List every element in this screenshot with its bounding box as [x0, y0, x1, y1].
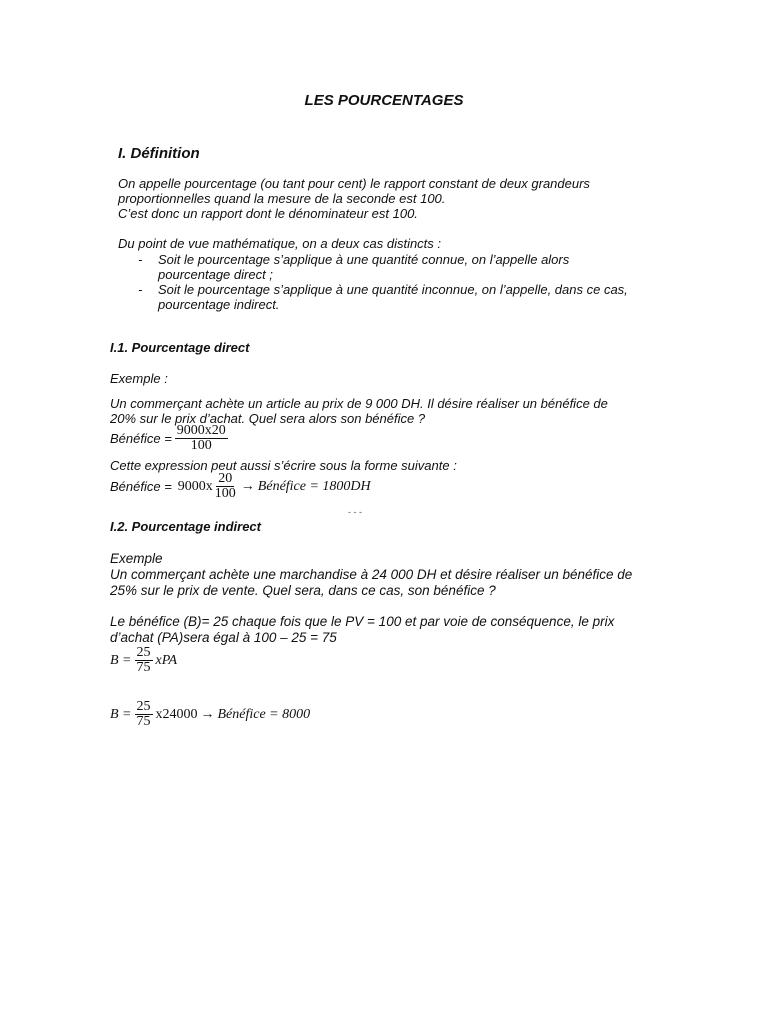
page-title: LES POURCENTAGES — [304, 92, 464, 109]
fraction-denominator: 100 — [190, 438, 212, 453]
subsection-heading-direct: I.1. Pourcentage direct — [110, 340, 250, 355]
list-item-line: Soit le pourcentage s’applique à une quantité inconnue, on l’appelle, dans ce cas, — [158, 282, 628, 297]
formula-result: Bénéfice = 1800DH — [257, 478, 371, 494]
indirect-explanation — [110, 614, 614, 646]
dots-separator: - - - — [348, 507, 362, 517]
bullet-dash: - — [138, 282, 143, 297]
list-item-line: pourcentage indirect. — [158, 297, 280, 312]
example-text — [110, 396, 608, 426]
formula-b-result — [110, 700, 310, 729]
text-line: Le bénéfice (B)= 25 chaque fois que le PV = 100 et par voie de conséquence, le prix — [110, 614, 615, 629]
subsection-heading-indirect: I.2. Pourcentage indirect — [110, 519, 261, 534]
bullet-dash: - — [138, 252, 143, 267]
fraction — [175, 424, 228, 453]
formula-term: xPA — [155, 652, 178, 668]
formula-lhs: B = — [110, 706, 132, 722]
definition-paragraph — [118, 176, 590, 221]
fraction-numerator: 25 — [136, 699, 151, 714]
indirect-example — [110, 551, 632, 599]
text-line: d’achat (PA)sera égal à 100 – 25 = 75 — [110, 630, 337, 645]
bullet-list — [138, 252, 628, 312]
fraction — [135, 646, 153, 675]
formula-lhs: Bénéfice = — [110, 479, 172, 494]
example-label: Exemple : — [110, 371, 168, 386]
formula-benefice-direct-alt — [110, 472, 371, 501]
text-line: C’est donc un rapport dont le dénominateur est 100. — [118, 206, 418, 221]
fraction-denominator: 75 — [136, 660, 151, 675]
example-label: Exemple — [110, 551, 163, 566]
section-heading-definition: I. Définition — [118, 145, 200, 162]
list-item-line: Soit le pourcentage s’applique à une quantité connue, on l’appelle alors — [158, 252, 570, 267]
list-item — [138, 282, 628, 312]
fraction-numerator: 9000x20 — [176, 423, 226, 438]
formula-b-pa — [110, 646, 177, 675]
fraction-denominator: 75 — [136, 714, 151, 729]
arrow-symbol: → — [200, 706, 215, 722]
formula-benefice-direct — [110, 424, 231, 453]
list-item — [138, 252, 628, 282]
fraction — [135, 700, 153, 729]
text-line: Un commerçant achète un article au prix de 9 000 DH. Il désire réaliser un bénéfice de — [110, 396, 608, 411]
arrow-symbol: → — [240, 478, 255, 494]
text-line: Un commerçant achète une marchandise à 24 000 DH et désire réaliser un bénéfice de — [110, 567, 633, 582]
fraction-denominator: 100 — [214, 486, 236, 501]
fraction-numerator: 20 — [218, 471, 233, 486]
text-line: 20% sur le prix d’achat. Quel sera alors son bénéfice ? — [110, 411, 426, 426]
list-item-line: pourcentage direct ; — [158, 267, 273, 282]
text-line: On appelle pourcentage (ou tant pour cent) le rapport constant de deux grandeurs — [118, 176, 590, 191]
expression-note: Cette expression peut aussi s’écrire sous la forme suivante : — [110, 458, 457, 473]
fraction — [213, 472, 238, 501]
formula-term: x24000 — [155, 706, 198, 722]
formula-lhs: B = — [110, 652, 132, 668]
formula-term: 9000x — [177, 478, 213, 494]
formula-lhs: Bénéfice = — [110, 431, 172, 446]
fraction-numerator: 25 — [136, 645, 151, 660]
formula-result: Bénéfice = 8000 — [217, 706, 311, 722]
text-line: proportionnelles quand la mesure de la seconde est 100. — [118, 191, 446, 206]
text-line: 25% sur le prix de vente. Quel sera, dans ce cas, son bénéfice ? — [110, 583, 496, 598]
cases-intro: Du point de vue mathématique, on a deux cas distincts : — [118, 236, 442, 251]
